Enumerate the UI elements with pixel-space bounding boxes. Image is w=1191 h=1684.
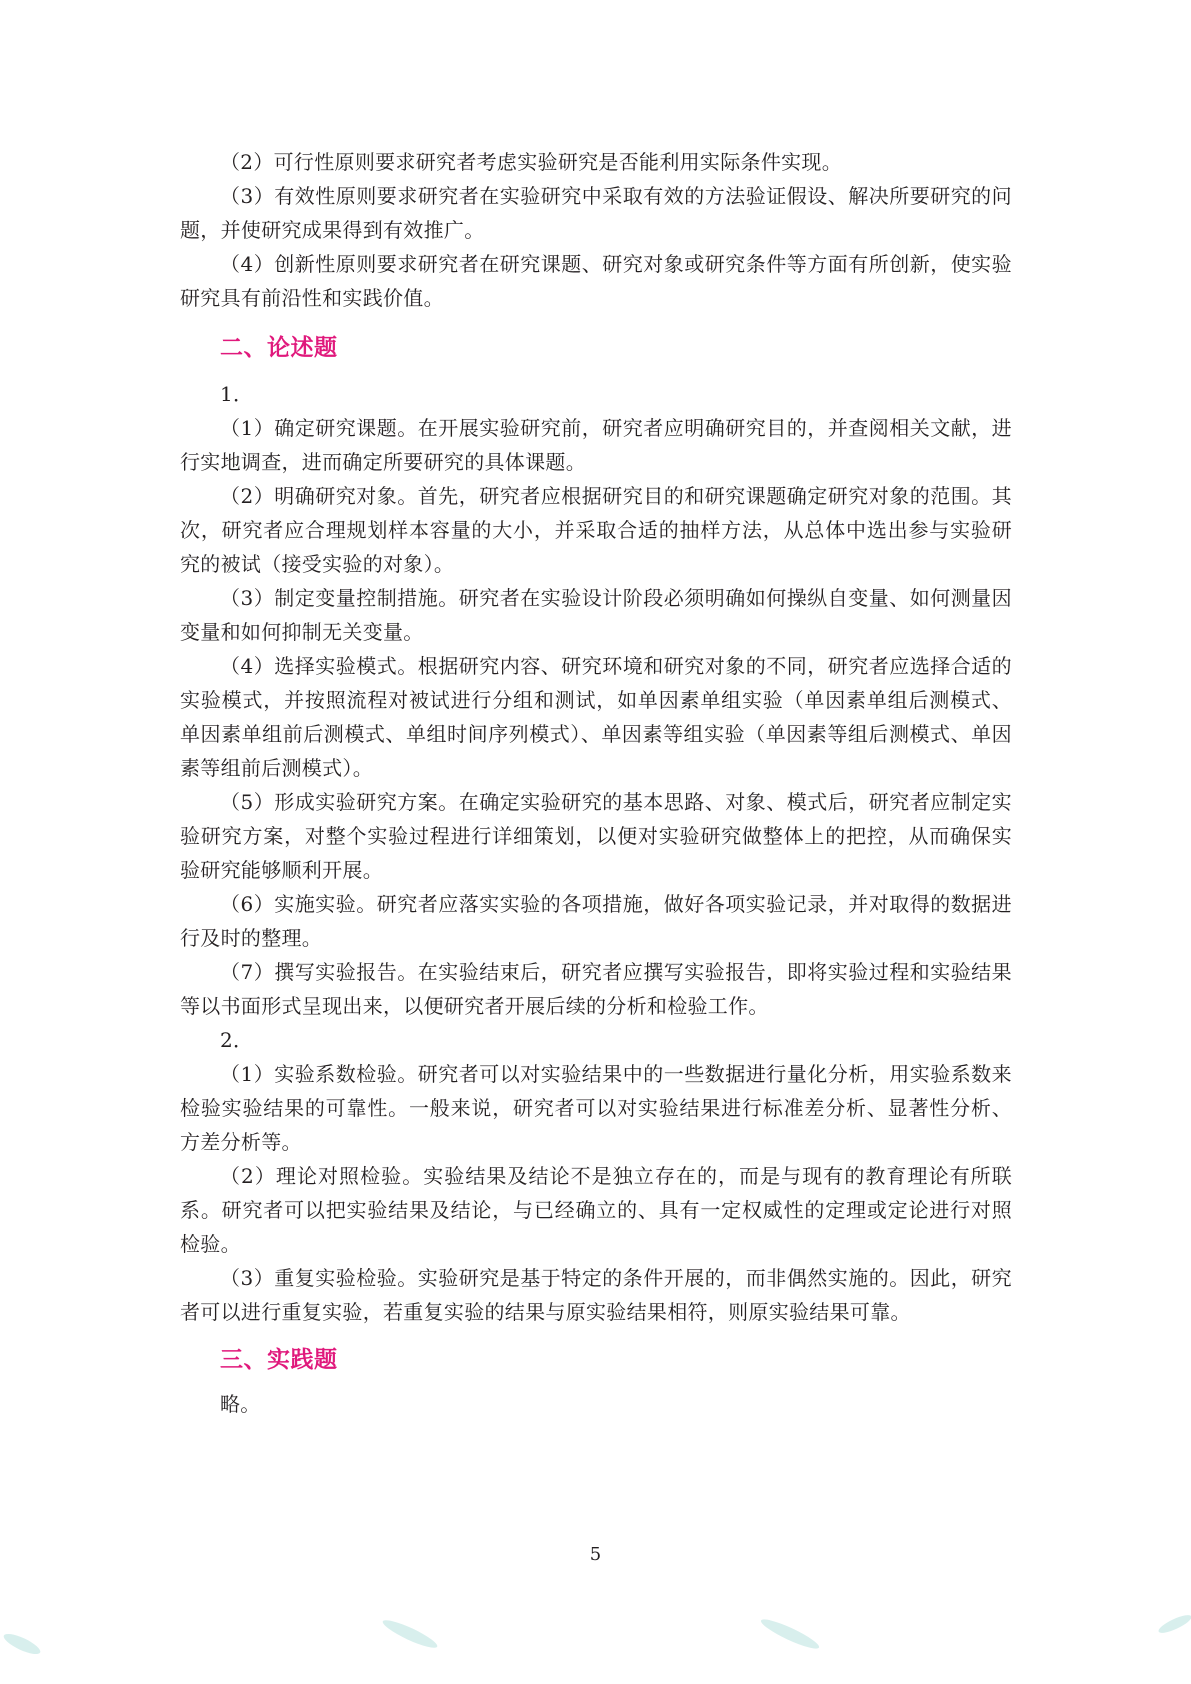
watermark-decoration-icon [0,1594,1191,1684]
paragraph: （3）重复实验检验。实验研究是基于特定的条件开展的，而非偶然实施的。因此，研究者可以进行重复实验，若重复实验的结果与原实验结果相符，则原实验结果可靠。 [180,1266,1012,1324]
paragraph: （7）撰写实验报告。在实验结束后，研究者应撰写实验报告，即将实验过程和实验结果等以书面形式呈现出来，以便研究者开展后续的分析和检验工作。 [180,960,1012,1018]
paragraph: （6）实施实验。研究者应落实实验的各项措施，做好各项实验记录，并对取得的数据进行及时的整理。 [180,892,1012,950]
paragraph: （5）形成实验研究方案。在确定实验研究的基本思路、对象、模式后，研究者应制定实验研究方案，对整个实验过程进行详细策划，以便对实验研究做整体上的把控，从而确保实验研究能够顺利开展。 [180,790,1012,882]
page-content [180,145,1012,1421]
paragraph: （3）有效性原则要求研究者在实验研究中采取有效的方法验证假设、解决所要研究的问题，并使研究成果得到有效推广。 [180,184,1012,242]
paragraph: （2）明确研究对象。首先，研究者应根据研究目的和研究课题确定研究对象的范围。其次，研究者应合理规划样本容量的大小，并采取合适的抽样方法，从总体中选出参与实验研究的被试（接受实验的对象）。 [180,484,1012,576]
paragraph: （1）实验系数检验。研究者可以对实验结果中的一些数据进行量化分析，用实验系数来检验实验结果的可靠性。一般来说，研究者可以对实验结果进行标准差分析、显著性分析、方差分析等。 [180,1062,1012,1154]
paragraph: （4）创新性原则要求研究者在研究课题、研究对象或研究条件等方面有所创新，使实验研究具有前沿性和实践价值。 [180,252,1012,310]
paragraph: 1． [220,382,254,406]
section-heading-practice: 三、实践题 [220,1347,338,1373]
paragraph: （2）理论对照检验。实验结果及结论不是独立存在的，而是与现有的教育理论有所联系。研究者可以把实验结果及结论，与已经确立的、具有一定权威性的定理或定论进行对照检验。 [180,1164,1012,1256]
page-number: 5 [589,1544,602,1565]
paragraph: （3）制定变量控制措施。研究者在实验设计阶段必须明确如何操纵自变量、如何测量因变量和如何抑制无关变量。 [180,586,1012,644]
paragraph: （1）确定研究课题。在开展实验研究前，研究者应明确研究目的，并查阅相关文献，进行实地调查，进而确定所要研究的具体课题。 [180,416,1012,474]
paragraph: 2． [220,1028,254,1052]
section-heading-essay: 二、论述题 [220,335,338,361]
paragraph: （2）可行性原则要求研究者考虑实验研究是否能利用实际条件实现。 [220,150,843,174]
paragraph: （4）选择实验模式。根据研究内容、研究环境和研究对象的不同，研究者应选择合适的实验模式，并按照流程对被试进行分组和测试，如单因素单组实验（单因素单组后测模式、单因素单组前后测模式、单组时间序列模式）、单因素等组实验（单因素等组后测模式、单因素等组前后测模式）。 [180,654,1012,780]
paragraph: 略。 [220,1392,261,1416]
